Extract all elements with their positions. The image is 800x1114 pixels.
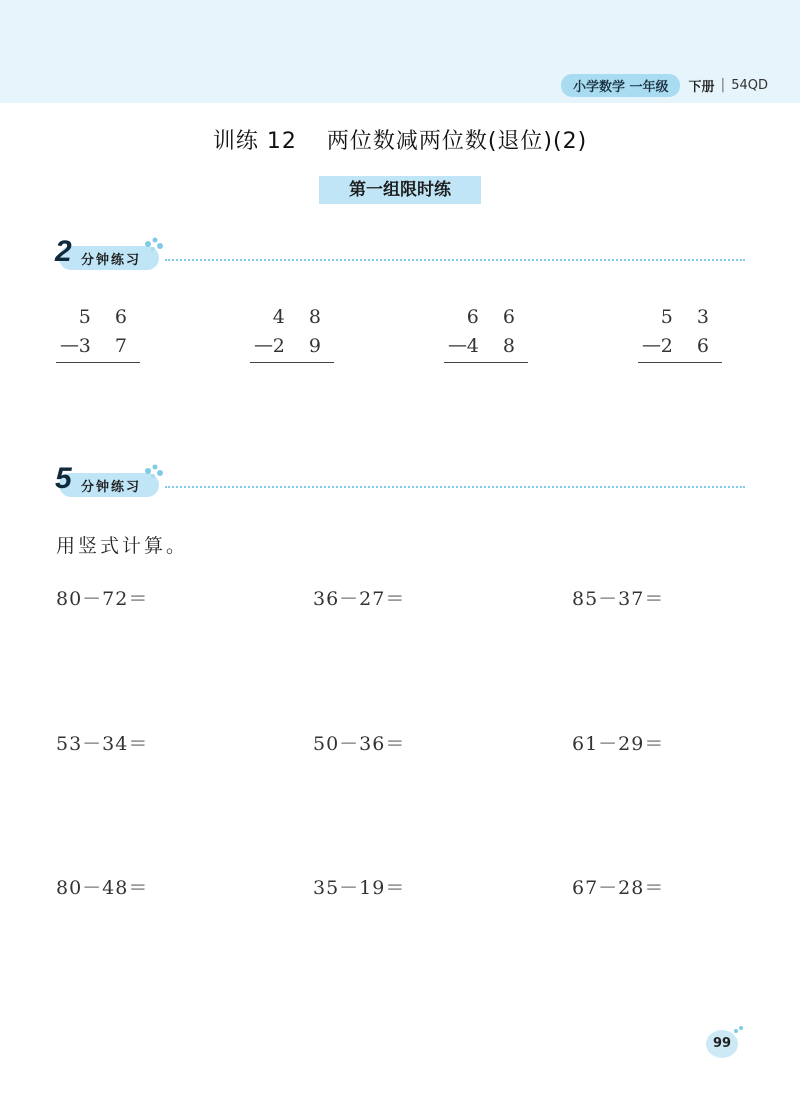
badge-minutes: 2 bbox=[55, 235, 72, 268]
page-number-text: 99 bbox=[712, 1036, 732, 1051]
water-drops-icon bbox=[732, 1024, 746, 1036]
subtraction-expression: 80－72＝ bbox=[56, 588, 149, 610]
vertical-problem bbox=[56, 304, 146, 364]
subtraction-expression: 85－37＝ bbox=[572, 588, 665, 610]
series-label bbox=[561, 74, 768, 96]
lesson-number: 训练 12 bbox=[212, 129, 297, 154]
badge-label: 分钟练习 bbox=[81, 253, 142, 268]
minus-sign: — bbox=[642, 334, 661, 356]
dotted-divider bbox=[165, 486, 745, 488]
subtrahend: 2 9 bbox=[272, 335, 330, 357]
minus-sign: — bbox=[60, 334, 79, 356]
subtraction-expression: 61－29＝ bbox=[572, 733, 665, 755]
minuend: 6 6 bbox=[466, 306, 524, 328]
vertical-problem bbox=[444, 304, 534, 364]
group-label: 第一组限时练 bbox=[319, 176, 481, 204]
water-drops-icon bbox=[143, 234, 165, 254]
minuend: 5 6 bbox=[78, 306, 136, 328]
answer-line bbox=[250, 362, 334, 363]
answer-line bbox=[56, 362, 140, 363]
minus-sign: — bbox=[448, 334, 467, 356]
subtraction-expression: 80－48＝ bbox=[56, 877, 149, 899]
subtrahend: 3 7 bbox=[78, 335, 136, 357]
subtraction-expression: 53－34＝ bbox=[56, 733, 149, 755]
volume-label: 下册 bbox=[688, 79, 715, 95]
subtrahend: 2 6 bbox=[660, 335, 718, 357]
vertical-problem bbox=[638, 304, 728, 364]
minuend: 4 8 bbox=[272, 306, 330, 328]
badge-label: 分钟练习 bbox=[81, 480, 142, 495]
section-badge-5min bbox=[55, 461, 165, 501]
subtraction-expression: 50－36＝ bbox=[313, 733, 406, 755]
minuend: 5 3 bbox=[660, 306, 718, 328]
minus-sign: — bbox=[254, 334, 273, 356]
answer-line bbox=[444, 362, 528, 363]
lesson-title: 两位数减两位数(退位)(2) bbox=[326, 129, 588, 154]
page-title bbox=[0, 124, 800, 155]
dotted-divider bbox=[165, 259, 745, 261]
subtraction-expression: 36－27＝ bbox=[313, 588, 406, 610]
badge-minutes: 5 bbox=[55, 462, 72, 495]
subtraction-expression: 35－19＝ bbox=[313, 877, 406, 899]
instruction-text: 用竖式计算。 bbox=[56, 535, 189, 557]
series-code: 54QD bbox=[731, 77, 768, 93]
vertical-problem bbox=[250, 304, 340, 364]
section-badge-2min bbox=[55, 234, 165, 274]
subtrahend: 4 8 bbox=[466, 335, 524, 357]
series-title: 小学数学 一年级 bbox=[561, 74, 681, 97]
subtraction-expression: 67－28＝ bbox=[572, 877, 665, 899]
separator: | bbox=[720, 77, 726, 93]
water-drops-icon bbox=[143, 461, 165, 481]
answer-line bbox=[638, 362, 722, 363]
page-number bbox=[706, 1030, 742, 1060]
